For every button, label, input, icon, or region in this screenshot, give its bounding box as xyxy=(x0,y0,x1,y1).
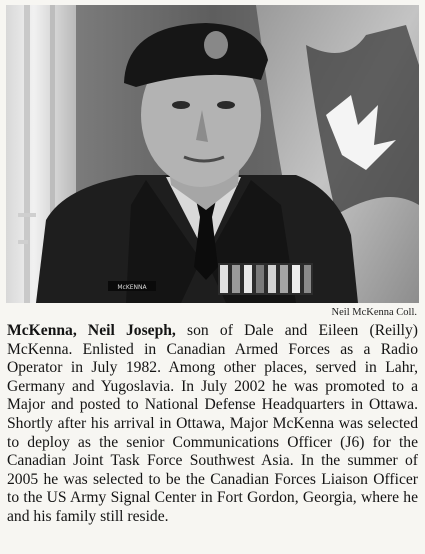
cap-badge-icon xyxy=(204,31,228,59)
medal-ribbons-icon xyxy=(218,263,313,295)
biography-text: son of Dale and Eileen (Reilly) McKenna. Enlisted in Canadian Armed Forces as a Radio Operator in July 1982. Among other places, served in Lahr, Germany and Yugoslavia. In July 2002 he was promoted to a Major and posted to National Defense Headquarters in Ottawa. Shortly after his arrival in Ottawa, Major McKenna was selected to deploy as the senior Communications Officer (J6) for the Canadian Joint Task Force Southwest Asia. In the summer of 2005 he was selected to be the Canadian Forces Liaison Officer to the US Army Signal Center in Fort Gordon, Georgia, where he and his family still reside. xyxy=(7,322,419,525)
portrait-illustration xyxy=(6,5,419,303)
photo-credit: Neil McKenna Coll. xyxy=(331,307,417,318)
nametag-text: McKENNA xyxy=(117,284,147,291)
person-name: McKenna, Neil Joseph, xyxy=(7,322,176,339)
portrait-photo xyxy=(6,5,419,303)
biography-paragraph xyxy=(7,322,418,527)
